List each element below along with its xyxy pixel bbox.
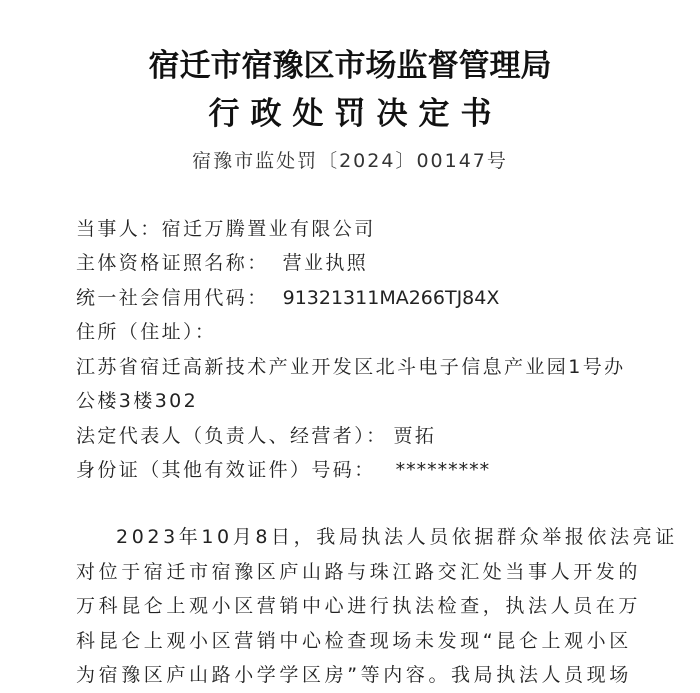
- party-name-label: 当事人：: [76, 218, 162, 240]
- address-label: 住所（住址）：: [76, 321, 217, 343]
- credit-code-value: 91321311MA266TJ84X: [282, 287, 500, 309]
- document-type-title: 行政处罚决定书: [208, 96, 503, 132]
- party-name-value: 宿迁万腾置业有限公司: [161, 218, 376, 240]
- license-row: [76, 248, 636, 278]
- id-label: 身份证（其他有效证件）号码：: [76, 459, 376, 481]
- credit-code-row: [76, 283, 636, 313]
- paragraph-line: 2023年10月8日，我局执法人员依据群众举报依法亮证: [116, 526, 678, 548]
- address-line-1: 江苏省宿迁高新技术产业开发区北斗电子信息产业园1号办: [76, 356, 626, 378]
- address-line-2: 公楼3楼302: [76, 390, 199, 412]
- legal-rep-label: 法定代表人（负责人、经营者）：: [76, 425, 388, 447]
- license-value: 营业执照: [282, 252, 369, 274]
- id-number-row: [76, 455, 636, 485]
- party-name-row: [76, 214, 636, 244]
- license-label: 主体资格证照名称：: [76, 252, 269, 274]
- paragraph-line: 万科昆仑上观小区营销中心进行执法检查，执法人员在万: [76, 595, 642, 617]
- legal-rep-value: 贾拓: [393, 425, 437, 447]
- paragraph-line: 科昆仑上观小区营销中心检查现场未发现“昆仑上观小区: [76, 629, 632, 652]
- paragraph-line: 对位于宿迁市宿豫区庐山路与珠江路交汇处当事人开发的: [76, 560, 642, 583]
- body-paragraph-1: [76, 520, 678, 693]
- legal-representative-row: [76, 421, 636, 451]
- issuing-authority-title: 宿迁市宿豫区市场监督管理局: [148, 48, 552, 84]
- address-label-row: [76, 317, 636, 347]
- paragraph-line: 为宿豫区庐山路小学学区房”等内容。我局执法人员现场: [76, 664, 632, 686]
- id-value: *********: [395, 459, 491, 481]
- document-number: 宿豫市监处罚〔2024〕00147号: [192, 150, 508, 172]
- credit-code-label: 统一社会信用代码：: [76, 287, 269, 309]
